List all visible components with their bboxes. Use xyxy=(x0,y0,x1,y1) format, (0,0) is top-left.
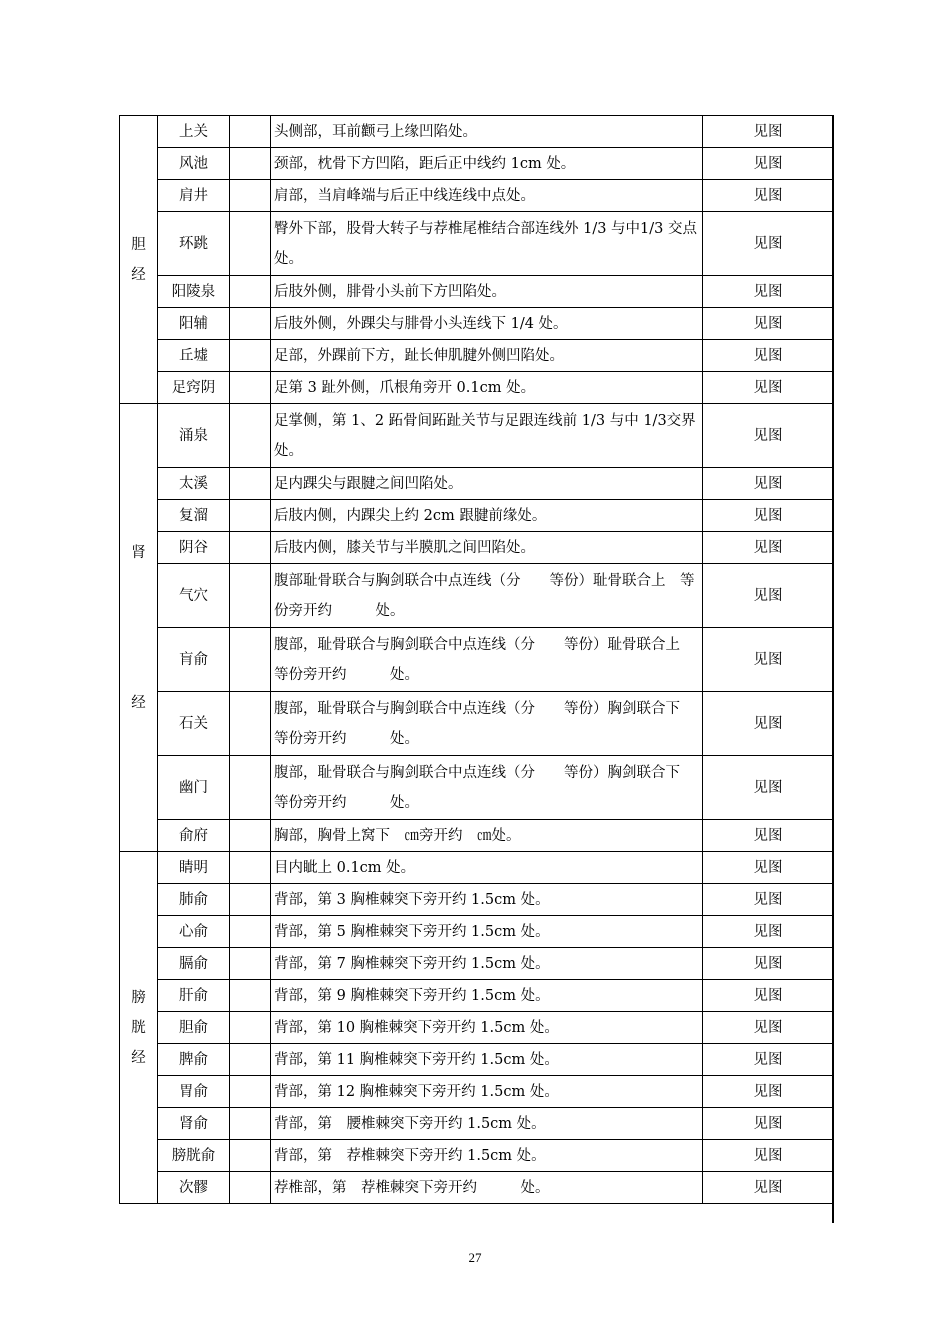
empty-cell xyxy=(230,340,271,372)
table-row xyxy=(120,564,834,628)
table-row xyxy=(120,692,834,756)
acupoint-location: 背部，第 7 胸椎棘突下旁开约 1.5cm 处。 xyxy=(271,948,703,980)
table-row xyxy=(120,116,834,148)
see-figure: 见图 xyxy=(703,276,834,308)
see-figure: 见图 xyxy=(703,340,834,372)
empty-cell xyxy=(230,884,271,916)
meridian-char: 胱 xyxy=(131,1019,146,1036)
acupoint-name: 膈俞 xyxy=(158,948,230,980)
acupoint-name: 幽门 xyxy=(158,756,230,820)
acupoint-location: 背部，第 5 胸椎棘突下旁开约 1.5cm 处。 xyxy=(271,916,703,948)
acupoint-name: 阴谷 xyxy=(158,532,230,564)
empty-cell xyxy=(230,468,271,500)
empty-cell xyxy=(230,948,271,980)
acupoint-location: 荐椎部，第 荐椎棘突下旁开约 处。 xyxy=(271,1172,703,1204)
acupoint-location: 后肢内侧，内踝尖上约 2cm 跟腱前缘处。 xyxy=(271,500,703,532)
acupoint-name: 阳辅 xyxy=(158,308,230,340)
table-row xyxy=(120,1172,834,1204)
see-figure: 见图 xyxy=(703,468,834,500)
acupoint-name: 肾俞 xyxy=(158,1108,230,1140)
acupoint-name: 阳陵泉 xyxy=(158,276,230,308)
acupoint-location: 目内眦上 0.1cm 处。 xyxy=(271,852,703,884)
empty-cell xyxy=(230,1076,271,1108)
see-figure: 见图 xyxy=(703,756,834,820)
acupoint-location: 头侧部，耳前颧弓上缘凹陷处。 xyxy=(271,116,703,148)
acupoint-location: 臀外下部，股骨大转子与荐椎尾椎结合部连线外 1/3 与中1/3 交点处。 xyxy=(271,212,703,276)
acupoint-location: 腹部，耻骨联合与胸剑联合中点连线（分 等份）胸剑联合下 等份旁开约 处。 xyxy=(271,756,703,820)
see-figure: 见图 xyxy=(703,1044,834,1076)
see-figure: 见图 xyxy=(703,884,834,916)
acupoint-name: 俞府 xyxy=(158,820,230,852)
table-row xyxy=(120,148,834,180)
empty-cell xyxy=(230,820,271,852)
meridian-char xyxy=(123,598,154,628)
acupoint-location: 后肢外侧，腓骨小头前下方凹陷处。 xyxy=(271,276,703,308)
acupoint-name: 涌泉 xyxy=(158,404,230,468)
acupoint-name: 足窍阴 xyxy=(158,372,230,404)
see-figure: 见图 xyxy=(703,948,834,980)
acupoint-location: 腹部，耻骨联合与胸剑联合中点连线（分 等份）胸剑联合下 等份旁开约 处。 xyxy=(271,692,703,756)
see-figure: 见图 xyxy=(703,180,834,212)
acupoint-location: 颈部，枕骨下方凹陷，距后正中线约 1cm 处。 xyxy=(271,148,703,180)
table-row xyxy=(120,1140,834,1172)
acupoint-name: 脾俞 xyxy=(158,1044,230,1076)
empty-cell xyxy=(230,628,271,692)
see-figure: 见图 xyxy=(703,308,834,340)
see-figure: 见图 xyxy=(703,1172,834,1204)
acupoint-name: 膀胱俞 xyxy=(158,1140,230,1172)
meridian-char: 胆 xyxy=(131,236,146,253)
empty-cell xyxy=(230,1108,271,1140)
table-row xyxy=(120,1044,834,1076)
see-figure: 见图 xyxy=(703,116,834,148)
table-row xyxy=(120,532,834,564)
see-figure: 见图 xyxy=(703,1140,834,1172)
empty-cell xyxy=(230,148,271,180)
meridian-cell xyxy=(120,852,158,1204)
acupoint-location: 背部，第 10 胸椎棘突下旁开约 1.5cm 处。 xyxy=(271,1012,703,1044)
meridian-char: 经 xyxy=(131,694,146,711)
meridian-char: 经 xyxy=(131,266,146,283)
table-row xyxy=(120,884,834,916)
acupoint-location: 足内踝尖与跟腱之间凹陷处。 xyxy=(271,468,703,500)
acupoint-location: 胸部，胸骨上窝下 ㎝旁开约 ㎝处。 xyxy=(271,820,703,852)
acupoint-location: 后肢外侧，外踝尖与腓骨小头连线下 1/4 处。 xyxy=(271,308,703,340)
acupoint-name: 气穴 xyxy=(158,564,230,628)
acupoint-name: 次髎 xyxy=(158,1172,230,1204)
empty-cell xyxy=(230,308,271,340)
acupoint-name: 心俞 xyxy=(158,916,230,948)
empty-cell xyxy=(230,1012,271,1044)
see-figure: 见图 xyxy=(703,820,834,852)
table-row xyxy=(120,628,834,692)
acupoint-name: 环跳 xyxy=(158,212,230,276)
table-row xyxy=(120,1012,834,1044)
see-figure: 见图 xyxy=(703,372,834,404)
meridian-char xyxy=(123,628,154,658)
meridian-char xyxy=(123,658,154,688)
table-row xyxy=(120,212,834,276)
table-row xyxy=(120,1108,834,1140)
acupoint-name: 肓俞 xyxy=(158,628,230,692)
table-row xyxy=(120,916,834,948)
page-number: 27 xyxy=(468,1250,482,1265)
meridian-cell xyxy=(120,404,158,852)
empty-cell xyxy=(230,916,271,948)
acupoint-location: 后肢内侧，膝关节与半膜肌之间凹陷处。 xyxy=(271,532,703,564)
table-row xyxy=(120,276,834,308)
empty-cell xyxy=(230,180,271,212)
acupoint-location: 足掌侧，第 1、2 跖骨间跖趾关节与足跟连线前 1/3 与中 1/3交界处。 xyxy=(271,404,703,468)
table-row xyxy=(120,308,834,340)
see-figure: 见图 xyxy=(703,628,834,692)
see-figure: 见图 xyxy=(703,980,834,1012)
acupoint-name: 上关 xyxy=(158,116,230,148)
empty-cell xyxy=(230,980,271,1012)
acupoint-name: 石关 xyxy=(158,692,230,756)
empty-cell xyxy=(230,276,271,308)
table-row xyxy=(120,756,834,820)
acupoint-name: 肺俞 xyxy=(158,884,230,916)
table-row xyxy=(120,404,834,468)
acupoint-location: 背部，第 3 胸椎棘突下旁开约 1.5cm 处。 xyxy=(271,884,703,916)
table-row xyxy=(120,948,834,980)
table-row xyxy=(120,980,834,1012)
empty-cell xyxy=(230,372,271,404)
acupoint-name: 太溪 xyxy=(158,468,230,500)
acupoint-location: 肩部，当肩峰端与后正中线连线中点处。 xyxy=(271,180,703,212)
acupoint-name: 胆俞 xyxy=(158,1012,230,1044)
see-figure: 见图 xyxy=(703,916,834,948)
acupoint-location: 腹部耻骨联合与胸剑联合中点连线（分 等份）耻骨联合上 等份旁开约 处。 xyxy=(271,564,703,628)
meridian-char: 经 xyxy=(131,1049,146,1066)
table-row xyxy=(120,852,834,884)
acupoint-table xyxy=(119,115,834,1204)
see-figure: 见图 xyxy=(703,564,834,628)
table-row xyxy=(120,468,834,500)
acupoint-name: 肝俞 xyxy=(158,980,230,1012)
see-figure: 见图 xyxy=(703,1108,834,1140)
acupoint-table-body xyxy=(120,116,834,1204)
see-figure: 见图 xyxy=(703,404,834,468)
acupoint-location: 足部，外踝前下方，趾长伸肌腱外侧凹陷处。 xyxy=(271,340,703,372)
empty-cell xyxy=(230,1044,271,1076)
empty-cell xyxy=(230,212,271,276)
empty-cell xyxy=(230,116,271,148)
acupoint-location: 足第 3 趾外侧，爪根角旁开 0.1cm 处。 xyxy=(271,372,703,404)
table-row xyxy=(120,820,834,852)
see-figure: 见图 xyxy=(703,852,834,884)
table-row xyxy=(120,1076,834,1108)
empty-cell xyxy=(230,500,271,532)
meridian-cell xyxy=(120,116,158,404)
table-row xyxy=(120,340,834,372)
table-row xyxy=(120,180,834,212)
acupoint-name: 丘墟 xyxy=(158,340,230,372)
table-row xyxy=(120,500,834,532)
empty-cell xyxy=(230,1172,271,1204)
see-figure: 见图 xyxy=(703,532,834,564)
see-figure: 见图 xyxy=(703,692,834,756)
acupoint-name: 睛明 xyxy=(158,852,230,884)
empty-cell xyxy=(230,692,271,756)
acupoint-location: 背部，第 11 胸椎棘突下旁开约 1.5cm 处。 xyxy=(271,1044,703,1076)
table-right-border xyxy=(832,115,834,1223)
empty-cell xyxy=(230,404,271,468)
acupoint-location: 背部，第 9 胸椎棘突下旁开约 1.5cm 处。 xyxy=(271,980,703,1012)
empty-cell xyxy=(230,532,271,564)
see-figure: 见图 xyxy=(703,1076,834,1108)
table-row xyxy=(120,372,834,404)
see-figure: 见图 xyxy=(703,500,834,532)
meridian-char: 膀 xyxy=(131,989,146,1006)
empty-cell xyxy=(230,1140,271,1172)
acupoint-name: 肩井 xyxy=(158,180,230,212)
see-figure: 见图 xyxy=(703,1012,834,1044)
empty-cell xyxy=(230,852,271,884)
see-figure: 见图 xyxy=(703,212,834,276)
acupoint-location: 腹部，耻骨联合与胸剑联合中点连线（分 等份）耻骨联合上 等份旁开约 处。 xyxy=(271,628,703,692)
acupoint-location: 背部，第 12 胸椎棘突下旁开约 1.5cm 处。 xyxy=(271,1076,703,1108)
empty-cell xyxy=(230,756,271,820)
acupoint-location: 背部，第 荐椎棘突下旁开约 1.5cm 处。 xyxy=(271,1140,703,1172)
meridian-char: 肾 xyxy=(131,544,146,561)
see-figure: 见图 xyxy=(703,148,834,180)
acupoint-name: 胃俞 xyxy=(158,1076,230,1108)
acupoint-name: 风池 xyxy=(158,148,230,180)
acupoint-name: 复溜 xyxy=(158,500,230,532)
meridian-char xyxy=(123,568,154,598)
empty-cell xyxy=(230,564,271,628)
acupoint-location: 背部，第 腰椎棘突下旁开约 1.5cm 处。 xyxy=(271,1108,703,1140)
